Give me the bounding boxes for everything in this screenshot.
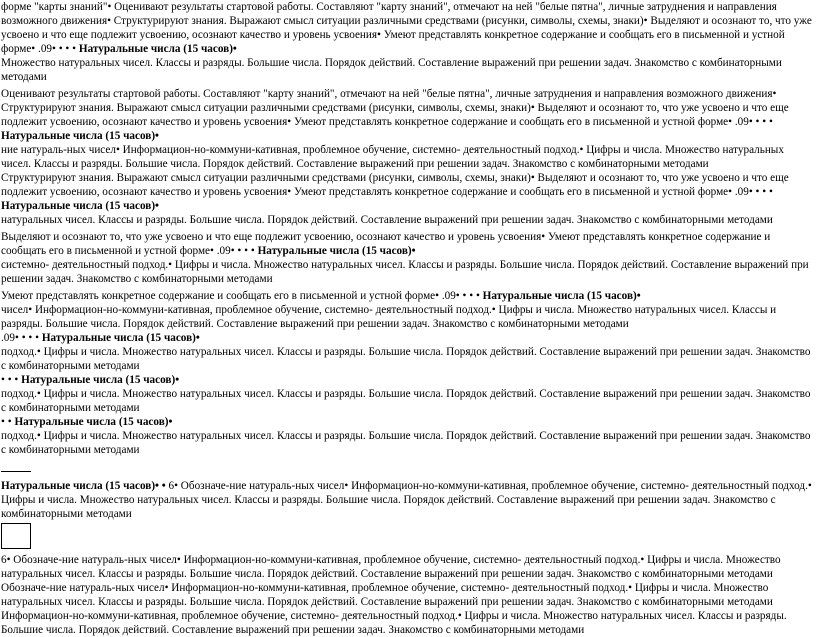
heading-natural-numbers: Натуральные числа (15 часов)• — [257, 245, 416, 257]
text-line: ние натураль-ных чисел• Информацион-но-коммуни-кативная, проблемное обучение, системно- деятельностный подход.• Цифры и числа. Множество натуральных чисел. Классы и разряды. Большие числа. Порядок действий. Составление выражений при решении задач. Знакомство с комбинаторными методами — [1, 144, 784, 170]
text-line: чисел• Информацион-но-коммуни-кативная, проблемное обучение, системно- деятельностный подход.• Цифры и числа. Множество натуральных чисел. Классы и разряды. Большие числа. Порядок действий. Составление выражений при решении задач. Знакомство с комбинаторными методами — [1, 304, 777, 330]
text-line: 6• Обозначе-ние натураль-ных чисел• Информацион-но-коммуни-кативная, проблемное обучение, системно- деятельностный подход.• Цифры и числа. Множество натуральных чисел. Классы и разряды. Большие числа. Порядок действий. Составление выражений при решении задач. Знакомство с комбинаторными методами — [1, 554, 781, 580]
text-line: подход.• Цифры и числа. Множество натуральных чисел. Классы и разряды. Большие числа. Порядок действий. Составление выражений при решении задач. Знакомство с комбинаторными методами — [1, 346, 811, 372]
text-block-7 — [1, 289, 814, 331]
text-block-11 — [1, 479, 814, 521]
separator-rule — [1, 471, 31, 472]
text-block-8 — [1, 331, 814, 373]
heading-natural-numbers: Натуральные числа (15 часов)• — [21, 374, 180, 386]
text-line: Структурируют знания. Выражают смысл ситуации различными средствами (рисунки, символы, схемы, знаки)• Выделяют и осознают то, что уже усвоено и что еще подлежит усвоению, осознают качество и уровень усвоения• Умеют представлять конкретное содержание и сообщать его в письменной и устной форме• .09• • • • — [1, 172, 789, 198]
text-line: Оценивают результаты стартовой работы. Составляют "карту знаний", отмечают на ней "белые пятна", личные затруднения и направления возможного движения• Структурируют знания. Выражают смысл ситуации различными средствами (рисунки, символы, схемы, знаки)• Выделяют и осознают то, что уже усвоено и что еще подлежит усвоению, осознают качество и уровень усвоения• Умеют представлять конкретное содержание и сообщать его в письменной и устной форме• .09• • • • — [1, 88, 789, 128]
text-line: подход.• Цифры и числа. Множество натуральных чисел. Классы и разряды. Большие числа. Порядок действий. Составление выражений при решении задач. Знакомство с комбинаторными методами — [1, 430, 811, 456]
text-line: Умеют представлять конкретное содержание и сообщать его в письменной и устной форме• .09• • • • — [1, 290, 480, 302]
text-block-1 — [1, 0, 814, 56]
text-line: 6• Обозначе-ние натураль-ных чисел• Информацион-но-коммуни-кативная, проблемное обучение, системно- деятельностный подход.• Цифры и числа. Множество натуральных чисел. Классы и разряды. Большие числа. Порядок действий. Составление выражений при решении задач. Знакомство с комбинаторными методами — [1, 480, 812, 520]
heading-natural-numbers: Натуральные числа (15 часов)• — [1, 200, 159, 212]
text-block-3 — [1, 87, 814, 171]
text-line: Обозначе-ние натураль-ных чисел• Информацион-но-коммуни-кативная, проблемное обучение, системно- деятельностный подход.• Цифры и числа. Множество натуральных чисел. Классы и разряды. Большие числа. Порядок действий. Составление выражений при решении задач. Знакомство с комбинаторными методами — [1, 582, 773, 608]
text-line: • • • — [1, 374, 19, 386]
heading-natural-numbers: Натуральные числа (15 часов)• — [14, 416, 173, 428]
heading-natural-numbers: Натуральные числа (15 часов)• — [41, 332, 200, 344]
text-block-6 — [1, 230, 814, 286]
text-line: подход.• Цифры и числа. Множество натуральных чисел. Классы и разряды. Большие числа. Порядок действий. Составление выражений при решении задач. Знакомство с комбинаторными методами — [1, 388, 811, 414]
text-block-5 — [1, 213, 814, 227]
text-block-2 — [1, 56, 814, 84]
text-line: натуральных чисел. Классы и разряды. Большие числа. Порядок действий. Составление выражений при решении задач. Знакомство с комбинаторными методами — [1, 214, 773, 226]
text-line: форме "карты знаний"• Оценивают результаты стартовой работы. Составляют "карту знаний", отмечают на ней "белые пятна", личные затруднения и направления возможного движения• Структурируют знания. Выражают смысл ситуации различными средствами (рисунки, символы, схемы, знаки)• Выделяют и осознают то, что уже усвоено и что еще подлежит усвоению, осознают качество и уровень усвоения• Умеют представлять конкретное содержание и сообщать его в письменной и устной форме• .09• • • • — [1, 1, 812, 55]
text-block-4 — [1, 171, 814, 213]
text-line: Выделяют и осознают то, что уже усвоено и что еще подлежит усвоению, осознают качество и уровень усвоения• Умеют представлять конкретное содержание и сообщать его в письменной и устной форме• .09• • • • — [1, 231, 771, 257]
heading-natural-numbers: Натуральные числа (15 часов)• — [482, 290, 641, 302]
text-block-9 — [1, 373, 814, 415]
text-line: системно- деятельностный подход.• Цифры и числа. Множество натуральных чисел. Классы и разряды. Большие числа. Порядок действий. Составление выражений при решении задач. Знакомство с комбинаторными методами — [1, 259, 809, 285]
text-line: Множество натуральных чисел. Классы и разряды. Большие числа. Порядок действий. Составление выражений при решении задач. Знакомство с комбинаторными методами — [1, 57, 782, 83]
heading-natural-numbers: Натуральные числа (15 часов)• — [1, 130, 159, 142]
heading-natural-numbers: Натуральные числа (15 часов)• • — [1, 480, 166, 492]
text-line: .09• • • • — [1, 332, 40, 344]
text-block-10 — [1, 415, 814, 457]
heading-natural-numbers: Натуральные числа (15 часов)• — [78, 43, 237, 55]
text-block-12 — [1, 553, 814, 637]
text-line: • • — [1, 416, 12, 428]
text-line: Информацион-но-коммуни-кативная, проблемное обучение, системно- деятельностный подход.• Цифры и числа. Множество натуральных чисел. Классы и разряды. Большие числа. Порядок действий. Составление выражений при решении задач. Знакомство с комбинаторными методами — [1, 610, 787, 636]
empty-cell-box — [1, 523, 31, 549]
